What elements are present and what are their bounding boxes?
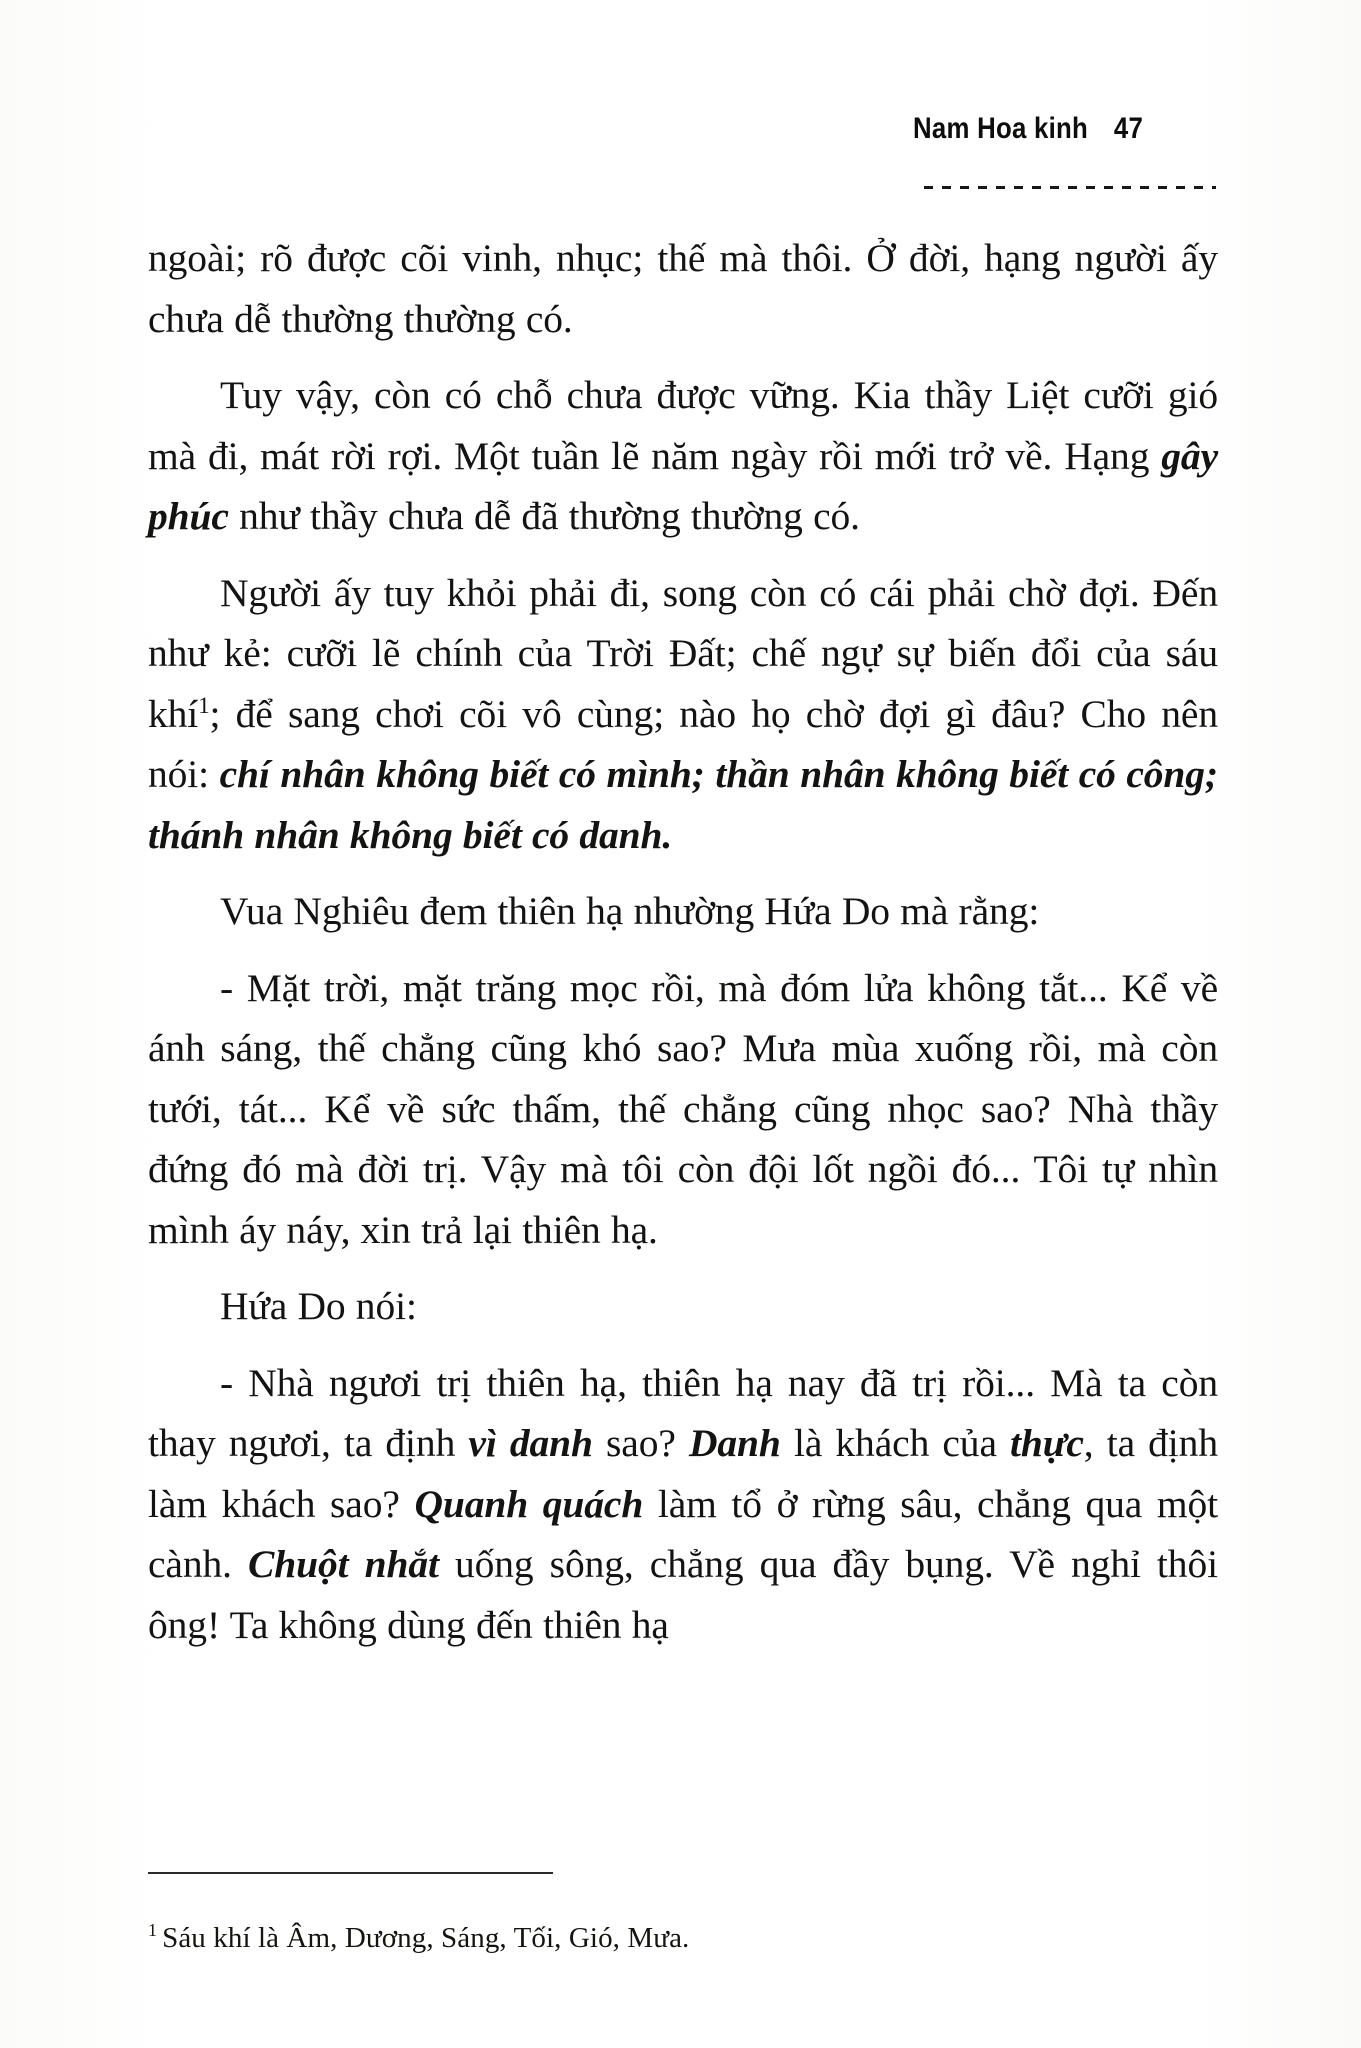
footnote-1-marker: 1 xyxy=(148,1920,158,1941)
page-content xyxy=(148,0,1218,2048)
paragraph-7-italic-4: Quanh quách xyxy=(414,1481,644,1526)
paragraph-3-text-lead: Người ấy tuy khỏi phải đi, song còn có cái phải chờ đợi. Đến như kẻ: cưỡi lẽ chính của Trời Đất; chế ngự sự biến đổi của sáu khí xyxy=(148,570,1218,736)
paragraph-7-seg-5: làm tổ ở rừng sâu, chẳng qua một cành. xyxy=(148,1481,1218,1586)
paragraph-5-text: - Mặt trời, mặt trăng mọc rồi, mà đóm lửa không tắt... Kể về ánh sáng, thế chẳng cũng khó sao? Mưa mùa xuống rồi, mà còn tưới, tát... Kể về sức thấm, thế chẳng cũng nhọc sao? Nhà thầy đứng đó mà đời trị. Vậy mà tôi còn đội lốt ngồi đó... Tôi tự nhìn mình áy náy, xin trả lại thiên hạ. xyxy=(148,965,1218,1252)
footnote-area xyxy=(148,1872,1218,1958)
paragraph-2 xyxy=(148,365,1218,547)
paragraph-7-seg-4: , ta định làm khách sao? xyxy=(148,1421,1218,1526)
paragraph-4-text: Vua Nghiêu đem thiên hạ nhường Hứa Do mà rằng: xyxy=(220,889,1040,933)
paragraph-3-text-mid: ; để sang chơi cõi vô cùng; nào họ chờ đợi gì đâu? Cho nên nói: xyxy=(148,691,1218,796)
paragraph-1-text: ngoài; rõ được cõi vinh, nhục; thế mà thôi. Ở đời, hạng người ấy chưa dễ thường thường có. xyxy=(148,236,1218,341)
paragraph-1 xyxy=(148,228,1218,349)
paragraph-6 xyxy=(148,1276,1218,1337)
running-head xyxy=(223,112,1143,146)
paragraph-2-text-tail: như thầy chưa dễ đã thường thường có. xyxy=(228,494,860,538)
running-head-book-title: Nam Hoa kinh xyxy=(912,112,1089,145)
paragraph-7-italic-2: Danh xyxy=(688,1421,781,1465)
paragraph-7-italic-1: vì danh xyxy=(468,1421,593,1465)
paragraph-3-italic-quote: chí nhân không biết có mình; thần nhân không biết có công; thánh nhân không biết có danh. xyxy=(148,752,1218,857)
footnote-reference-1[interactable]: 1 xyxy=(198,692,210,718)
paragraph-7 xyxy=(148,1353,1218,1656)
paragraph-7-italic-3: thực xyxy=(1010,1421,1084,1465)
paragraph-7-italic-5: Chuột nhắt xyxy=(248,1542,439,1586)
header-dashed-rule xyxy=(924,186,1216,189)
paragraph-7-seg-2: sao? xyxy=(592,1421,689,1465)
page-number: 47 xyxy=(1113,112,1144,145)
paragraph-7-seg-1: - Nhà ngươi trị thiên hạ, thiên hạ nay đã trị rồi... Mà ta còn thay ngươi, ta định xyxy=(148,1360,1218,1465)
paragraph-5 xyxy=(148,958,1218,1261)
paragraph-4 xyxy=(148,881,1218,942)
paragraph-6-text: Hứa Do nói: xyxy=(220,1284,417,1328)
footnote-separator-rule xyxy=(148,1872,553,1874)
footnote-1 xyxy=(148,1918,1218,1958)
body-text xyxy=(148,228,1218,1655)
paragraph-2-italic-term: gây phúc xyxy=(148,433,1218,538)
paragraph-7-seg-6: uống sông, chẳng qua đầy bụng. Về nghỉ thôi ông! Ta không dùng đến thiên hạ xyxy=(148,1542,1218,1647)
paragraph-2-text-lead: Tuy vậy, còn có chỗ chưa được vững. Kia thầy Liệt cưỡi gió mà đi, mát rời rợi. Một tuần lẽ năm ngày rồi mới trở về. Hạng xyxy=(148,373,1218,478)
paragraph-7-seg-3: là khách của xyxy=(780,1421,1011,1465)
footnote-1-text: Sáu khí là Âm, Dương, Sáng, Tối, Gió, Mưa. xyxy=(162,1922,690,1954)
paragraph-3 xyxy=(148,563,1218,866)
